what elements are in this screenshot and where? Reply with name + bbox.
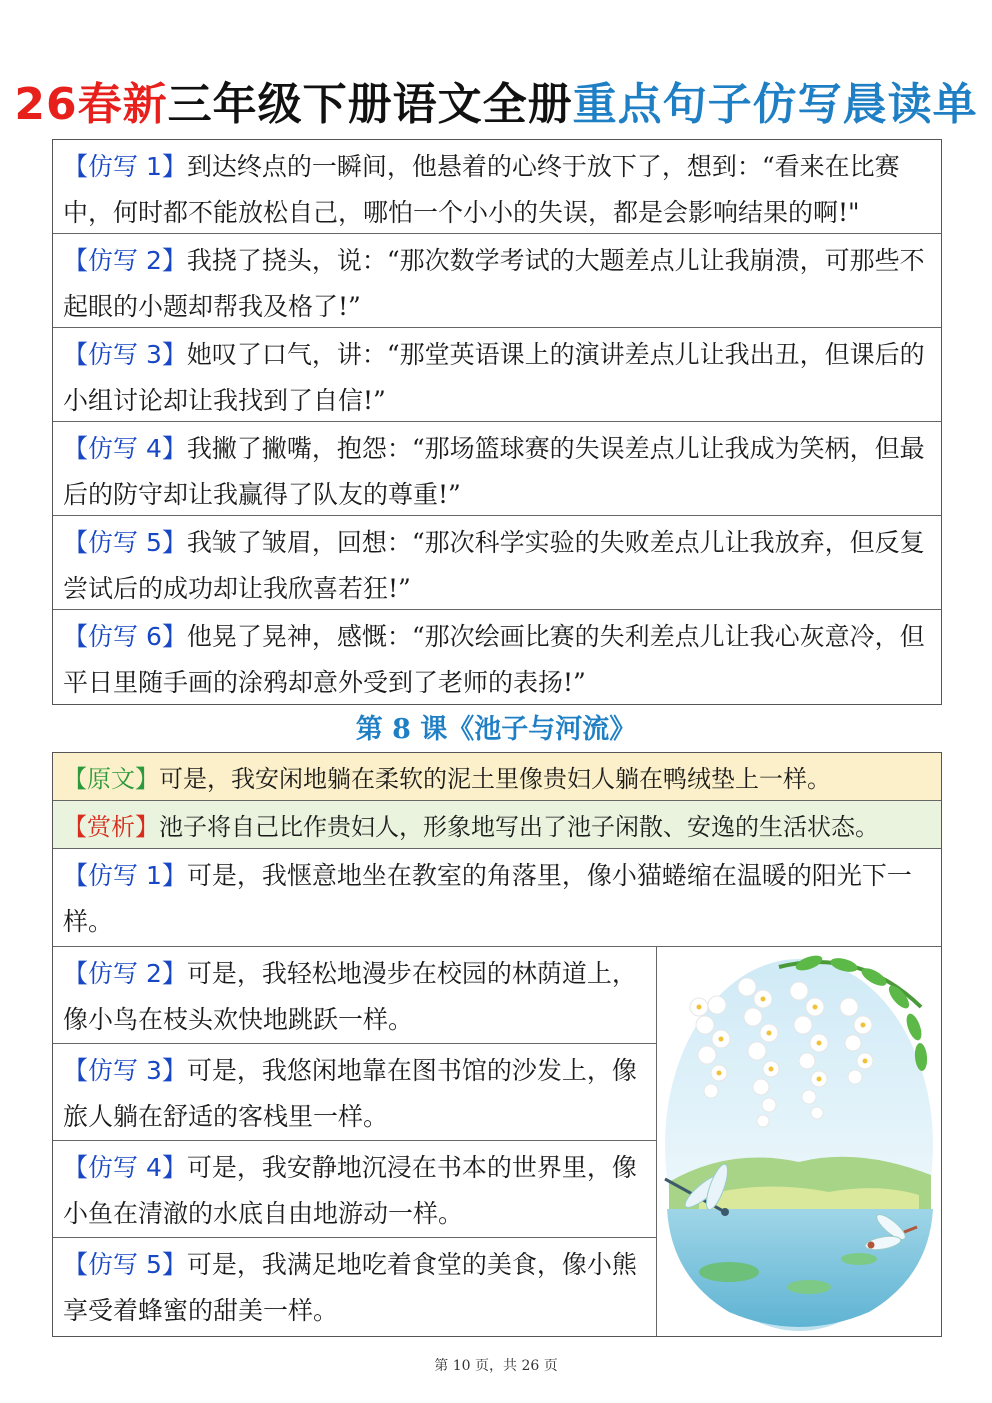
item-text: 可是，我满足地吃着食堂的美食，像小熊享受着蜂蜜的甜美一样。	[63, 1250, 637, 1325]
item-text: 可是，我惬意地坐在教室的角落里，像小猫蜷缩在温暖的阳光下一样。	[63, 861, 912, 936]
table-row	[53, 328, 941, 422]
item-text: 可是，我悠闲地靠在图书馆的沙发上，像旅人躺在舒适的客栈里一样。	[63, 1056, 637, 1131]
analysis-row	[53, 801, 941, 849]
imitation-table-1	[52, 139, 942, 705]
item-text: 可是，我轻松地漫步在校园的林荫道上，像小鸟在枝头欢快地跳跃一样。	[63, 959, 637, 1034]
item-tag: 【仿写 5】	[63, 528, 187, 557]
flowers-dragonfly-icon	[659, 947, 941, 1336]
item-text: 我挠了挠头，说：“那次数学考试的大题差点儿让我崩溃，可那些不起眼的小题却帮我及格了!”	[63, 246, 925, 321]
item-text: 我撇了撇嘴，抱怨：“那场篮球赛的失误差点儿让我成为笑柄，但最后的防守却让我赢得了队友的尊重!”	[63, 434, 925, 509]
pond-illustration	[659, 947, 941, 1336]
item-tag: 【仿写 2】	[63, 246, 187, 275]
table-row	[53, 1141, 656, 1238]
table-row	[53, 849, 941, 947]
page-footer: 第 10 页，共 26 页	[434, 1358, 558, 1374]
original-tag: 【原文】	[63, 765, 159, 793]
item-tag: 【仿写 4】	[63, 434, 187, 463]
table-row	[53, 234, 941, 328]
lesson-heading: 第 8 课《池子与河流》	[355, 714, 637, 745]
item-text: 到达终点的一瞬间，他悬着的心终于放下了，想到：“看来在比赛中，何时都不能放松自己，哪怕一个小小的失误，都是会影响结果的啊!"	[63, 152, 900, 227]
item-tag: 【仿写 3】	[63, 340, 187, 369]
item-tag: 【仿写 1】	[63, 152, 187, 181]
analysis-tag: 【赏析】	[63, 813, 159, 841]
item-tag: 【仿写 6】	[63, 622, 187, 651]
item-text: 她叹了口气，讲：“那堂英语课上的演讲差点儿让我出丑，但课后的小组讨论却让我找到了自信!”	[63, 340, 925, 415]
item-tag: 【仿写 4】	[63, 1153, 187, 1182]
table-row	[53, 140, 941, 234]
item-text: 他晃了晃神，感慨：“那次绘画比赛的失利差点儿让我心灰意冷，但平日里随手画的涂鸦却意外受到了老师的表扬!”	[63, 622, 925, 697]
analysis-text: 池子将自己比作贵妇人，形象地写出了池子闲散、安逸的生活状态。	[159, 813, 879, 841]
item-tag: 【仿写 3】	[63, 1056, 187, 1085]
item-tag: 【仿写 5】	[63, 1250, 187, 1279]
table-row	[53, 610, 941, 704]
imitation-table-2	[52, 752, 942, 1337]
table-row	[53, 1238, 656, 1335]
page-title	[0, 70, 992, 140]
table-row	[53, 516, 941, 610]
imitation-list	[53, 947, 657, 1336]
table-row	[53, 947, 656, 1044]
item-text: 可是，我安静地沉浸在书本的世界里，像小鱼在清澈的水底自由地游动一样。	[63, 1153, 637, 1228]
item-text: 我皱了皱眉，回想：“那次科学实验的失败差点儿让我放弃，但反复尝试后的成功却让我欣喜若狂!”	[63, 528, 925, 603]
item-tag: 【仿写 2】	[63, 959, 187, 988]
original-text: 可是，我安闲地躺在柔软的泥土里像贵妇人躺在鸭绒垫上一样。	[159, 765, 831, 793]
illustrated-block	[53, 947, 941, 1336]
title-subject: 三年级下册语文全册	[167, 79, 573, 130]
title-topic: 重点句子仿写晨读单	[572, 79, 978, 130]
item-tag: 【仿写 1】	[63, 861, 187, 890]
table-row	[53, 422, 941, 516]
title-grade-tag: 26春新	[14, 79, 168, 130]
table-row	[53, 1044, 656, 1141]
original-text-row	[53, 753, 941, 801]
